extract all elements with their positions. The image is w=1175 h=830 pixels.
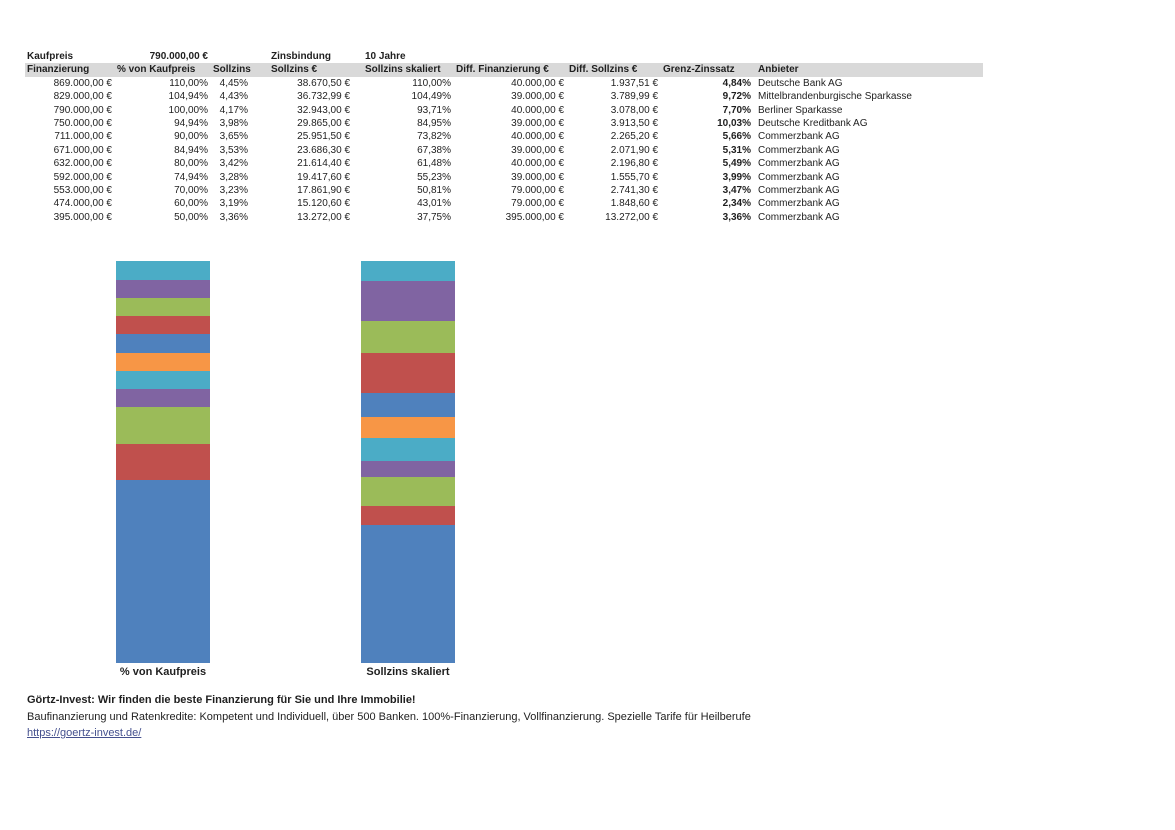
table-row (25, 104, 983, 117)
cell-anbieter: Commerzbank AG (758, 211, 840, 223)
cell-grenz-zinssatz: 3,47% (722, 184, 751, 196)
column-header-pct-von-kaufpreis: % von Kaufpreis (117, 64, 196, 76)
cell-diff-finanzierung: 395.000,00 € (505, 211, 564, 223)
cell-sollzins-eur: 36.732,99 € (297, 91, 350, 103)
cell-sollzins: 4,17% (219, 104, 248, 116)
cell-pct-von-kaufpreis: 90,00% (174, 131, 208, 143)
cell-grenz-zinssatz: 10,03% (717, 117, 751, 129)
bar-segment (116, 353, 210, 371)
cell-diff-sollzins: 1.937,51 € (610, 77, 658, 89)
cell-finanzierung: 671.000,00 € (53, 144, 112, 156)
cell-diff-finanzierung: 40.000,00 € (511, 158, 564, 170)
cell-anbieter: Commerzbank AG (758, 158, 840, 170)
info-row (25, 50, 983, 63)
column-header-sollzins-eur: Sollzins € (271, 64, 318, 76)
table-row (25, 144, 983, 157)
empty-cell (211, 50, 251, 63)
chart-label-pct-von-kaufpreis: % von Kaufpreis (119, 666, 207, 678)
cell-anbieter: Commerzbank AG (758, 184, 840, 196)
cell-sollzins-eur: 13.272,00 € (297, 211, 350, 223)
table-row (25, 171, 983, 184)
bar-segment (116, 371, 210, 390)
cell-diff-finanzierung: 79.000,00 € (511, 184, 564, 196)
cell-diff-sollzins: 2.196,80 € (610, 158, 658, 170)
footer-headline: Görtz-Invest: Wir finden die beste Finanzierung für Sie und Ihre Immobilie! (27, 694, 416, 706)
cell-grenz-zinssatz: 4,84% (722, 77, 751, 89)
kaufpreis-value: 790.000,00 € (149, 51, 208, 62)
cell-diff-sollzins: 2.071,90 € (610, 144, 658, 156)
cell-sollzins-eur: 25.951,50 € (297, 131, 350, 143)
cell-sollzins: 3,28% (219, 171, 248, 183)
table-row (25, 130, 983, 143)
bar-segment (116, 334, 210, 353)
table-row (25, 90, 983, 103)
cell-grenz-zinssatz: 7,70% (722, 104, 751, 116)
table-row (25, 77, 983, 90)
cell-diff-finanzierung: 39.000,00 € (511, 91, 564, 103)
footer (27, 692, 751, 742)
cell-diff-sollzins: 3.913,50 € (610, 117, 658, 129)
cell-diff-finanzierung: 39.000,00 € (511, 117, 564, 129)
bar-segment (116, 480, 210, 663)
bar-segment (116, 261, 210, 280)
kaufpreis-label: Kaufpreis (27, 51, 74, 62)
bar-segment (116, 280, 210, 298)
table-header-row (25, 63, 983, 76)
zinsbindung-value: 10 Jahre (365, 51, 406, 62)
cell-finanzierung: 474.000,00 € (53, 198, 112, 210)
footer-description: Baufinanzierung und Ratenkredite: Kompetent und Individuell, über 500 Banken. 100%-Finanzierung, Vollfinanzierung. Spezielle Tarife für Heilberufe (27, 710, 751, 723)
cell-sollzins: 3,53% (219, 144, 248, 156)
cell-sollzins-eur: 23.686,30 € (297, 144, 350, 156)
cell-diff-finanzierung: 40.000,00 € (511, 131, 564, 143)
cell-finanzierung: 632.000,00 € (53, 158, 112, 170)
cell-diff-sollzins: 1.848,60 € (610, 198, 658, 210)
cell-sollzins-skaliert: 61,48% (417, 158, 451, 170)
cell-finanzierung: 592.000,00 € (53, 171, 112, 183)
bar-segment (116, 389, 210, 407)
cell-sollzins-skaliert: 50,81% (417, 184, 451, 196)
cell-sollzins-eur: 21.614,40 € (297, 158, 350, 170)
cell-diff-sollzins: 3.078,00 € (610, 104, 658, 116)
bar-segment (361, 417, 455, 439)
cell-finanzierung: 750.000,00 € (53, 117, 112, 129)
cell-anbieter: Commerzbank AG (758, 144, 840, 156)
bar-segment (361, 353, 455, 394)
cell-grenz-zinssatz: 9,72% (722, 91, 751, 103)
bar-segment (361, 393, 455, 417)
cell-sollzins-eur: 32.943,00 € (297, 104, 350, 116)
cell-anbieter: Mittelbrandenburgische Sparkasse (758, 91, 912, 103)
bar-segment (116, 444, 210, 481)
cell-sollzins-skaliert: 43,01% (417, 198, 451, 210)
cell-grenz-zinssatz: 2,34% (722, 198, 751, 210)
cell-sollzins: 4,43% (219, 91, 248, 103)
cell-pct-von-kaufpreis: 70,00% (174, 184, 208, 196)
bar-segment (361, 281, 455, 320)
bar-segment (361, 461, 455, 477)
chart-label-sollzins-skaliert: Sollzins skaliert (366, 666, 450, 678)
cell-anbieter: Berliner Sparkasse (758, 104, 843, 116)
cell-sollzins: 3,36% (219, 211, 248, 223)
cell-grenz-zinssatz: 5,49% (722, 158, 751, 170)
column-header-diff-finanzierung: Diff. Finanzierung € (456, 64, 549, 76)
cell-pct-von-kaufpreis: 100,00% (168, 104, 208, 116)
column-header-grenz-zinssatz: Grenz-Zinssatz (663, 64, 735, 76)
stacked-bar-pct-von-kaufpreis (116, 261, 210, 663)
bar-segment (361, 438, 455, 461)
cell-sollzins: 3,98% (219, 117, 248, 129)
bar-segment (361, 261, 455, 281)
cell-pct-von-kaufpreis: 94,94% (174, 117, 208, 129)
bar-segment (116, 316, 210, 334)
column-header-diff-sollzins: Diff. Sollzins € (569, 64, 638, 76)
cell-pct-von-kaufpreis: 104,94% (168, 91, 208, 103)
cell-sollzins-eur: 17.861,90 € (297, 184, 350, 196)
cell-grenz-zinssatz: 3,99% (722, 171, 751, 183)
cell-sollzins-skaliert: 93,71% (417, 104, 451, 116)
bar-segment (361, 525, 455, 663)
cell-diff-sollzins: 2.265,20 € (610, 131, 658, 143)
cell-sollzins-skaliert: 37,75% (417, 211, 451, 223)
cell-sollzins-skaliert: 84,95% (417, 117, 451, 129)
cell-sollzins-eur: 38.670,50 € (297, 77, 350, 89)
cell-diff-sollzins: 13.272,00 € (605, 211, 658, 223)
column-header-sollzins-skaliert: Sollzins skaliert (365, 64, 441, 76)
cell-grenz-zinssatz: 3,36% (722, 211, 751, 223)
footer-link[interactable]: https://goertz-invest.de/ (27, 727, 142, 739)
cell-sollzins-skaliert: 110,00% (412, 77, 451, 89)
cell-diff-finanzierung: 40.000,00 € (511, 77, 564, 89)
table-row (25, 117, 983, 130)
cell-sollzins-skaliert: 73,82% (417, 131, 451, 143)
cell-sollzins: 3,42% (219, 158, 248, 170)
zinsbindung-label: Zinsbindung (271, 51, 331, 62)
cell-pct-von-kaufpreis: 110,00% (169, 77, 208, 89)
cell-diff-finanzierung: 39.000,00 € (511, 144, 564, 156)
cell-diff-sollzins: 2.741,30 € (610, 184, 658, 196)
bar-segment (116, 298, 210, 317)
cell-diff-sollzins: 1.555,70 € (610, 171, 658, 183)
bar-segment (361, 321, 455, 353)
cell-anbieter: Deutsche Kreditbank AG (758, 117, 868, 129)
cell-pct-von-kaufpreis: 74,94% (174, 171, 208, 183)
cell-anbieter: Commerzbank AG (758, 171, 840, 183)
cell-finanzierung: 790.000,00 € (53, 104, 112, 116)
cell-pct-von-kaufpreis: 60,00% (174, 198, 208, 210)
column-header-anbieter: Anbieter (758, 64, 799, 76)
cell-finanzierung: 869.000,00 € (53, 77, 112, 89)
cell-sollzins-eur: 29.865,00 € (297, 117, 350, 129)
cell-sollzins: 3,23% (219, 184, 248, 196)
cell-sollzins-skaliert: 55,23% (417, 171, 451, 183)
cell-pct-von-kaufpreis: 84,94% (174, 144, 208, 156)
cell-finanzierung: 553.000,00 € (53, 184, 112, 196)
column-header-sollzins: Sollzins (213, 64, 251, 76)
cell-sollzins: 4,45% (219, 77, 248, 89)
table-row (25, 157, 983, 170)
stacked-bar-sollzins-skaliert (361, 261, 455, 663)
bar-segment (116, 407, 210, 444)
cell-diff-finanzierung: 39.000,00 € (511, 171, 564, 183)
cell-finanzierung: 395.000,00 € (53, 211, 112, 223)
table-body (25, 77, 983, 224)
table-row (25, 197, 983, 210)
bar-segment (361, 477, 455, 505)
bar-segment (361, 506, 455, 525)
cell-anbieter: Commerzbank AG (758, 131, 840, 143)
cell-grenz-zinssatz: 5,31% (722, 144, 751, 156)
cell-sollzins-eur: 15.120,60 € (297, 198, 350, 210)
cell-sollzins-eur: 19.417,60 € (297, 171, 350, 183)
cell-anbieter: Deutsche Bank AG (758, 77, 843, 89)
cell-sollzins: 3,65% (219, 131, 248, 143)
cell-sollzins-skaliert: 104,49% (411, 91, 451, 103)
table-row (25, 211, 983, 224)
cell-diff-finanzierung: 40.000,00 € (511, 104, 564, 116)
financing-table (25, 50, 983, 224)
cell-diff-finanzierung: 79.000,00 € (511, 198, 564, 210)
cell-diff-sollzins: 3.789,99 € (610, 91, 658, 103)
cell-pct-von-kaufpreis: 80,00% (174, 158, 208, 170)
column-header-finanzierung: Finanzierung (27, 64, 90, 76)
cell-grenz-zinssatz: 5,66% (722, 131, 751, 143)
cell-pct-von-kaufpreis: 50,00% (174, 211, 208, 223)
cell-anbieter: Commerzbank AG (758, 198, 840, 210)
cell-sollzins-skaliert: 67,38% (417, 144, 451, 156)
cell-finanzierung: 711.000,00 € (54, 131, 112, 143)
cell-sollzins: 3,19% (219, 198, 248, 210)
cell-finanzierung: 829.000,00 € (53, 91, 112, 103)
table-row (25, 184, 983, 197)
